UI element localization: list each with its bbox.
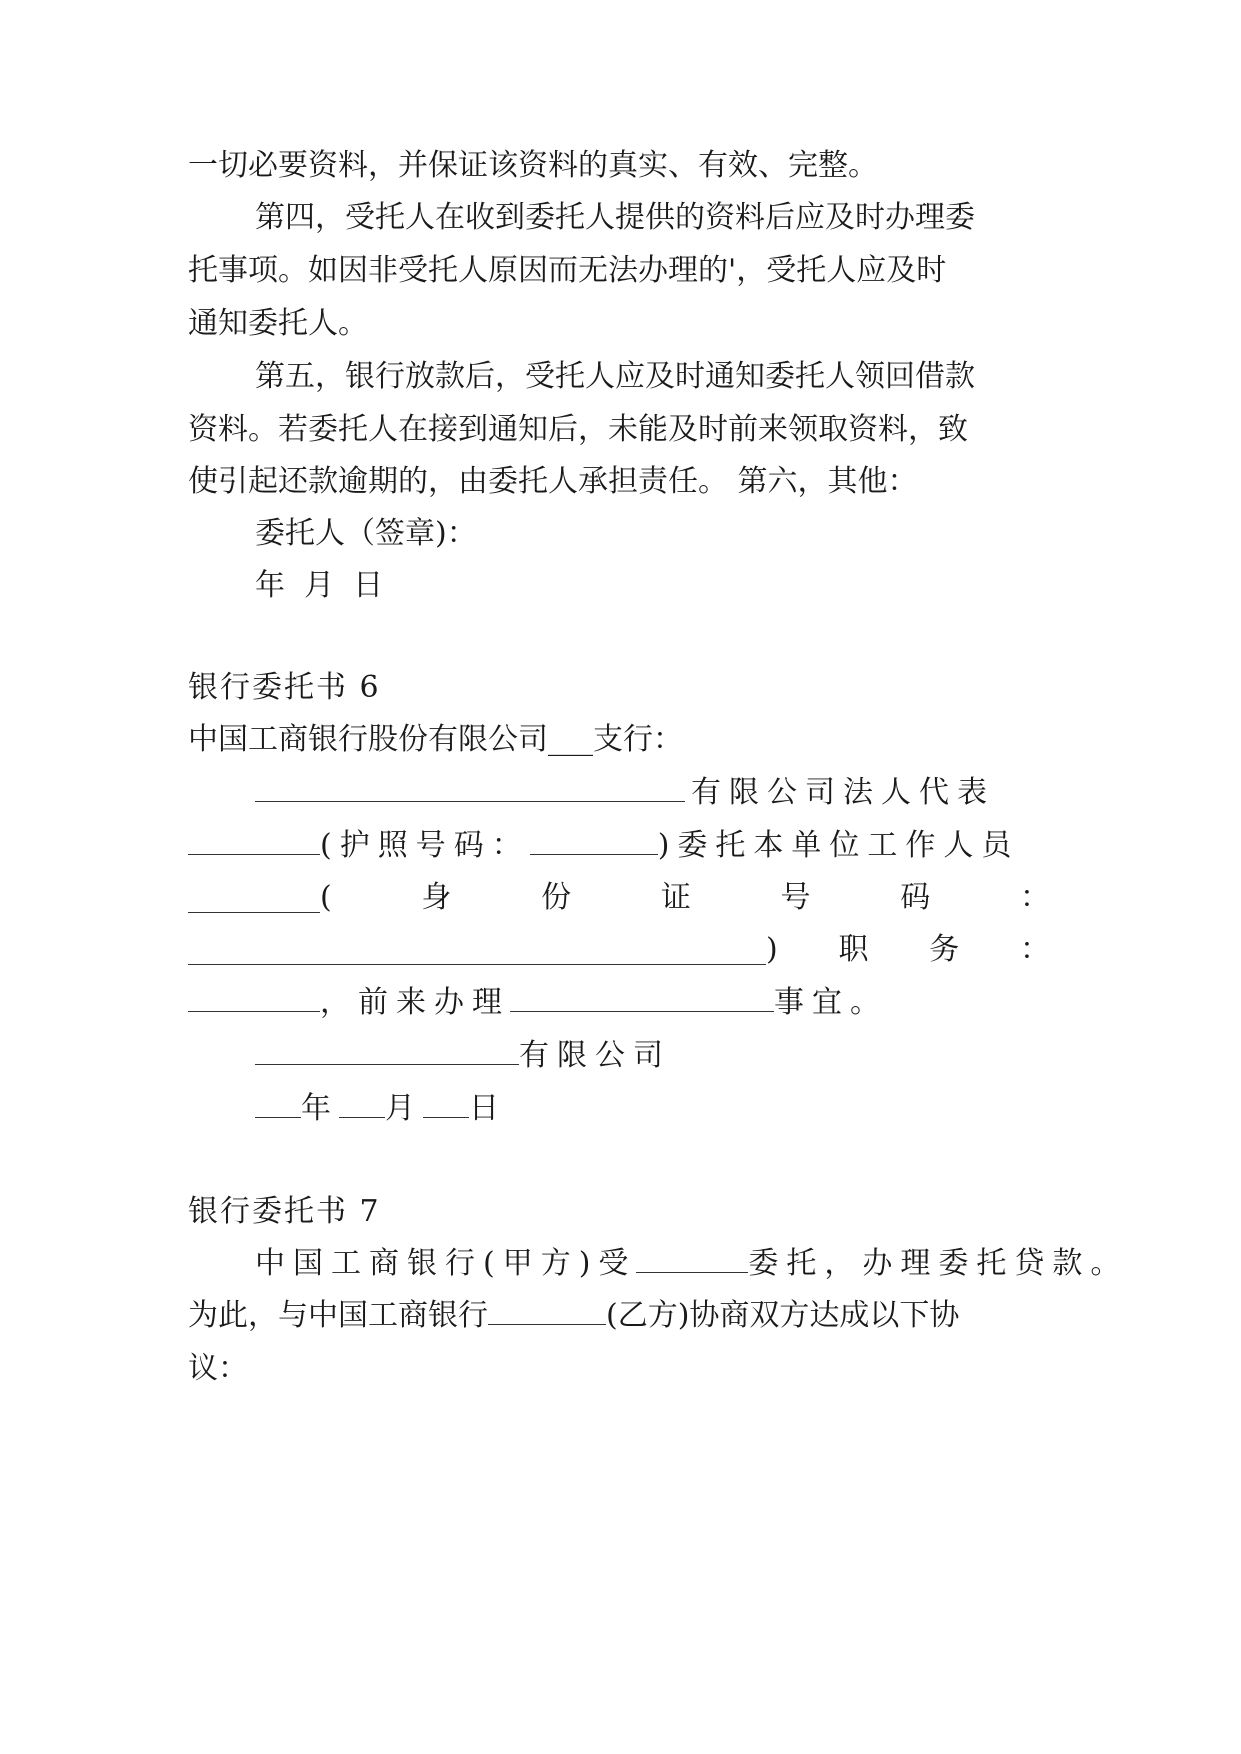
section-title: 银行委托书 6 — [188, 670, 381, 705]
year-label: 年 — [301, 1091, 339, 1126]
position-char: 职 — [838, 932, 869, 967]
company-suffix-label: 有限公司 — [519, 1038, 671, 1073]
id-number-group — [188, 930, 778, 970]
paragraph-line: 通知委托人。 — [188, 306, 368, 341]
entrust-staff-label: )委托本单位工作人员 — [657, 828, 1020, 863]
day-blank[interactable] — [423, 1089, 469, 1118]
id-close-paren: ) — [766, 932, 778, 967]
id-colon: ： — [1019, 880, 1050, 915]
paragraph-line: 一切必要资料，并保证该资料的真实、有效、完整。 — [188, 148, 878, 183]
id-char: 份 — [541, 880, 572, 915]
entrust-label: 中国工商银行(甲方)受 — [255, 1246, 637, 1281]
year-blank[interactable] — [255, 1089, 301, 1118]
signature-line: 委托人（签章)： — [255, 516, 477, 551]
passport-number-blank[interactable] — [530, 826, 658, 855]
section-title: 银行委托书 7 — [188, 1194, 381, 1229]
staff-name-group — [188, 878, 332, 918]
matter-line — [188, 983, 1050, 1023]
addressee-line: 中国工商银行股份有限公司___支行： — [188, 722, 683, 757]
position-blank[interactable] — [188, 983, 320, 1012]
position-colon: ： — [1019, 932, 1050, 967]
id-char: 码 — [900, 880, 931, 915]
id-char: 证 — [660, 880, 691, 915]
clause-four-line: 第四，受托人在收到委托人提供的资料后应及时办理委 — [255, 200, 975, 235]
branch-blank[interactable] — [488, 1296, 606, 1325]
come-handle-label: ，前来办理 — [320, 985, 510, 1020]
id-line — [188, 878, 1050, 918]
matter-suffix-label: 事宜。 — [774, 985, 888, 1020]
id-char: 身 — [421, 880, 452, 915]
clause-five-line: 第五，银行放款后，受托人应及时通知委托人领回借款 — [255, 359, 975, 394]
position-char: 务 — [929, 932, 960, 967]
staff-name-blank[interactable] — [188, 884, 320, 913]
company-name-blank[interactable] — [255, 773, 685, 802]
party-b-label: (乙方)协商双方达成以下协 — [606, 1298, 960, 1333]
entrust-loan-label: 委托，办理委托贷款。 — [748, 1246, 1129, 1281]
matter-blank[interactable] — [510, 983, 774, 1012]
id-char: 号 — [780, 880, 811, 915]
agreement-line: 议： — [188, 1351, 248, 1386]
entrusting-party-blank[interactable] — [636, 1244, 748, 1273]
company-sign-blank[interactable] — [255, 1036, 519, 1065]
id-paren: ( — [320, 880, 332, 915]
rep-name-blank[interactable] — [188, 826, 320, 855]
legal-rep-label: 有限公司法人代表 — [691, 775, 995, 810]
paragraph-line: 托事项。如因非受托人原因而无法办理的'，受托人应及时 — [188, 253, 947, 288]
agreement-line — [188, 1296, 1050, 1336]
company-sign-line — [255, 1036, 1050, 1076]
paragraph-line: 资料。若委托人在接到通知后，未能及时前来领取资料，致 — [188, 412, 968, 447]
month-label: 月 — [385, 1091, 423, 1126]
position-line — [188, 930, 1050, 970]
id-number-blank[interactable] — [188, 936, 766, 965]
legal-rep-line — [255, 773, 1050, 813]
passport-label: (护照号码： — [320, 828, 530, 863]
date-fill-line — [255, 1089, 1050, 1129]
date-line: 年 月 日 — [255, 568, 384, 603]
paragraph-line: 使引起还款逾期的，由委托人承担责任。 第六，其他： — [188, 464, 918, 499]
day-label: 日 — [469, 1091, 507, 1126]
passport-line — [188, 826, 1050, 866]
month-blank[interactable] — [339, 1089, 385, 1118]
agreement-line — [255, 1244, 1129, 1284]
bank-label: 为此，与中国工商银行 — [188, 1298, 488, 1333]
